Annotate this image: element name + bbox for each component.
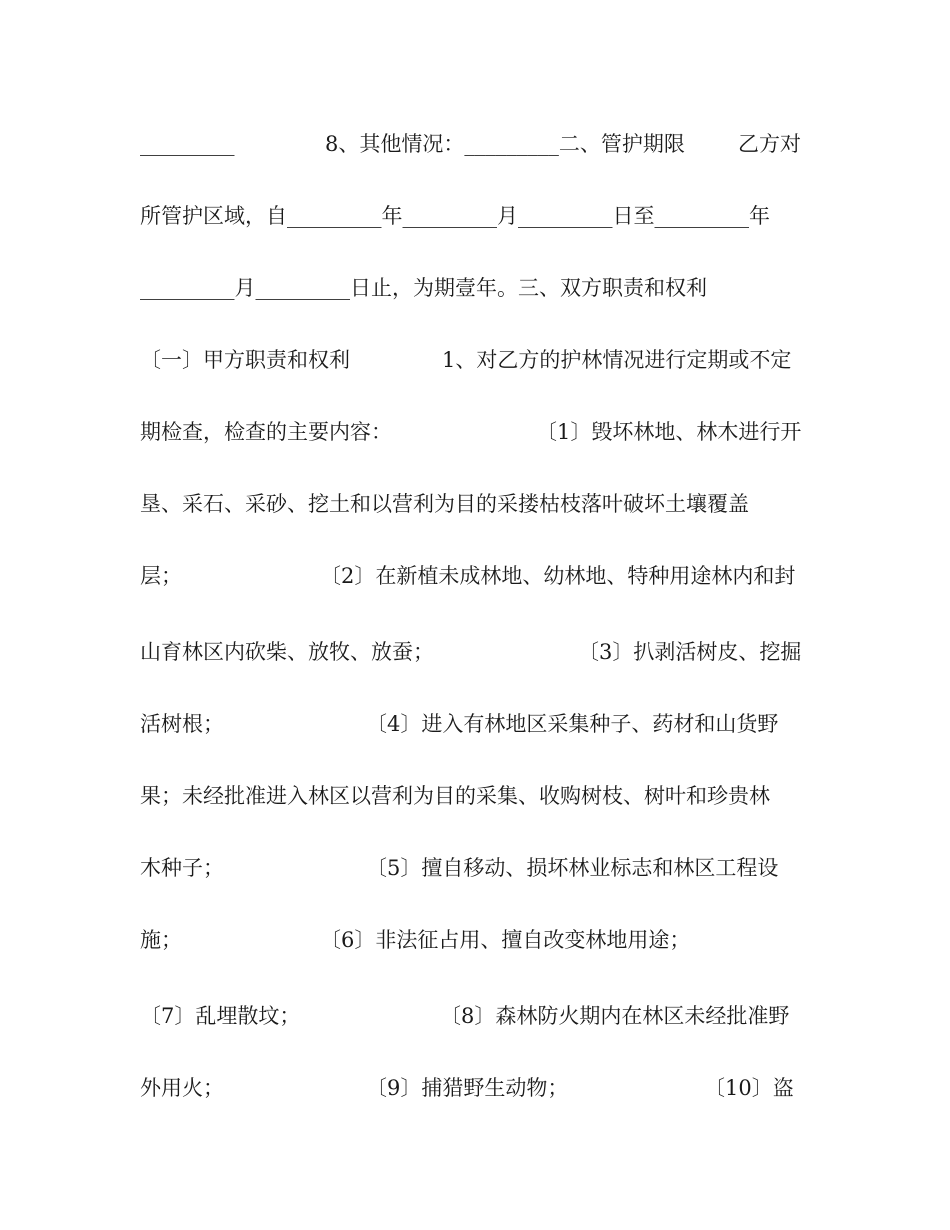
text-line-12: [140, 922, 810, 958]
line-1-seg-3: 乙方对: [738, 132, 801, 156]
text-line-3: [140, 270, 810, 306]
text-line-2: [140, 198, 810, 234]
line-14-seg-2: 〔9〕捕猎野生动物；: [366, 1076, 569, 1100]
text-line-14: [140, 1070, 810, 1106]
line-14-seg-3: 〔10〕盗: [704, 1076, 794, 1100]
line-6-seg-1: 垦、采石、采砂、挖土和以营利为目的采搂枯枝落叶破坏土壤覆盖: [140, 492, 749, 516]
line-11-seg-1: 木种子；: [140, 856, 224, 880]
line-9-seg-2: 〔4〕进入有林地区采集种子、药材和山货野: [366, 712, 779, 736]
text-line-5: [140, 414, 810, 450]
text-line-11: [140, 850, 810, 886]
line-5-seg-2: 〔1〕毁坏林地、林木进行开: [536, 420, 802, 444]
line-5-seg-1: 期检查，检查的主要内容：: [140, 420, 392, 444]
text-line-9: [140, 706, 810, 742]
text-line-1: [140, 126, 810, 162]
line-13-seg-1: 〔7〕乱埋散坟；: [140, 1004, 301, 1028]
line-11-seg-2: 〔5〕擅自移动、损坏林业标志和林区工程设: [366, 856, 779, 880]
line-8-seg-1: 山育林区内砍柴、放牧、放蚕；: [140, 640, 434, 664]
line-10-seg-1: 果；未经批准进入林区以营利为目的采集、收购树枝、树叶和珍贵林: [140, 784, 770, 808]
text-line-4: [140, 342, 810, 378]
line-8-seg-2: 〔3〕扒剥活树皮、挖掘: [578, 640, 802, 664]
line-4-seg-2: 1、对乙方的护林情况进行定期或不定: [442, 348, 792, 372]
line-3-seg-1: _________月_________日止，为期壹年。三、双方职责和权利: [140, 276, 707, 300]
text-line-13: [140, 998, 810, 1034]
line-1-seg-2: 8、其他情况：_________二、管护期限: [325, 132, 685, 156]
line-7-seg-2: 〔2〕在新植未成林地、幼林地、特种用途林内和封: [320, 564, 796, 588]
line-9-seg-1: 活树根；: [140, 712, 224, 736]
line-13-seg-2: 〔8〕森林防火期内在林区未经批准野: [440, 1004, 790, 1028]
line-2-seg-1: 所管护区域，自_________年_________月_________日至_________年: [140, 204, 770, 228]
line-14-seg-1: 外用火；: [140, 1076, 224, 1100]
text-line-6: [140, 486, 810, 522]
text-line-7: [140, 558, 810, 594]
line-1-seg-1: _________: [140, 132, 235, 156]
text-line-10: [140, 778, 810, 814]
line-7-seg-1: 层；: [140, 564, 182, 588]
text-line-8: [140, 634, 810, 670]
line-12-seg-2: 〔6〕非法征占用、擅自改变林地用途；: [320, 928, 691, 952]
line-12-seg-1: 施；: [140, 928, 182, 952]
line-4-seg-1: 〔一〕甲方职责和权利: [140, 348, 350, 372]
